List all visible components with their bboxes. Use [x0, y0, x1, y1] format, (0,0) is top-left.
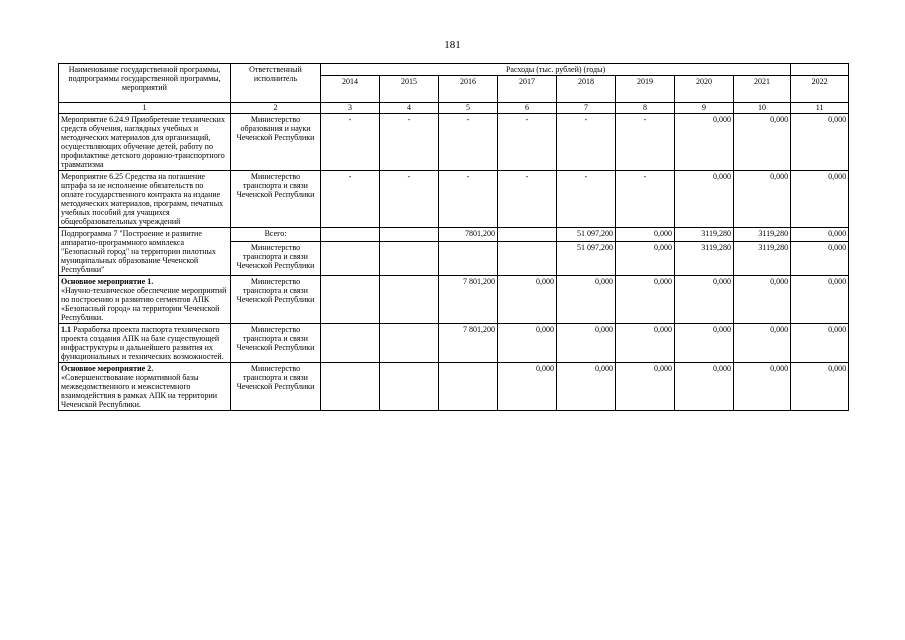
- row-executor-cell: Министерство транспорта и связи Чеченской Республики: [231, 324, 321, 363]
- budget-table: [58, 63, 849, 411]
- header-year: 2017: [498, 76, 557, 103]
- column-number: 4: [380, 103, 439, 114]
- header-year: 2019: [616, 76, 675, 103]
- value-cell: 7 801,200: [439, 276, 498, 324]
- value-cell: 0,000: [557, 363, 616, 411]
- header-year: 2018: [557, 76, 616, 103]
- value-cell: 0,000: [616, 324, 675, 363]
- row-name-cell: [59, 171, 231, 228]
- value-cell: 0,000: [791, 324, 849, 363]
- header-blank-cell: [791, 64, 849, 76]
- value-cell: 7801,200: [439, 228, 498, 242]
- row-name-text: Подпрограмма 7 "Построение и развитие аппаратно-программного комплекса "Безопасный город" на территории пилотных муниципальных образование Чеченской Республики": [61, 229, 216, 274]
- row-name-text: Мероприятие 6.25 Средства на погашение штрафа за не исполнение обязательств по оплате государственного контракта на издание методических материалов, программ, печатных учебных пособий для учащихся общеобразовательных учреждений: [61, 172, 224, 226]
- value-cell: [498, 241, 557, 275]
- column-number: 3: [321, 103, 380, 114]
- value-cell: [439, 241, 498, 275]
- row-name-cell: [59, 276, 231, 324]
- value-cell: -: [439, 114, 498, 171]
- value-cell: 3119,280: [734, 228, 791, 242]
- value-cell: 0,000: [791, 241, 849, 275]
- table-header: [59, 64, 849, 114]
- row-name-text: Мероприятие 6.24.9 Приобретение технических средств обучения, наглядных учебных и методических материалов для организаций, осуществляющих обучение детей, работу по профилактике детского дорожно-транспортного травматизма: [61, 115, 225, 169]
- column-number: 6: [498, 103, 557, 114]
- column-number: 1: [59, 103, 231, 114]
- value-cell: -: [380, 114, 439, 171]
- column-number: 8: [616, 103, 675, 114]
- value-cell: 0,000: [734, 276, 791, 324]
- value-cell: 0,000: [616, 241, 675, 275]
- value-cell: 0,000: [498, 276, 557, 324]
- value-cell: 0,000: [675, 276, 734, 324]
- header-year: 2016: [439, 76, 498, 103]
- header-row-top: [59, 64, 849, 76]
- header-year: 2021: [734, 76, 791, 103]
- row-name-text: «Совершенствование нормативной базы межведомственного и межсистемного взаимодействия в рамках АПК на территории Чеченской Республики.: [61, 373, 217, 409]
- value-cell: 0,000: [616, 363, 675, 411]
- header-year: 2015: [380, 76, 439, 103]
- row-name-text: Разработка проекта паспорта технического проекта создания АПК на базе существующей инфраструктуры и дальнейшего развития их функциональных и технических возможностей.: [61, 325, 224, 361]
- header-year: 2020: [675, 76, 734, 103]
- header-executor-column: Ответственный исполнитель: [231, 64, 321, 103]
- value-cell: 0,000: [557, 324, 616, 363]
- value-cell: 51 097,200: [557, 241, 616, 275]
- value-cell: 0,000: [616, 228, 675, 242]
- value-cell: 0,000: [675, 324, 734, 363]
- value-cell: -: [439, 171, 498, 228]
- column-number-row: [59, 103, 849, 114]
- value-cell: 0,000: [734, 114, 791, 171]
- value-cell: -: [498, 114, 557, 171]
- column-number: 7: [557, 103, 616, 114]
- value-cell: -: [557, 171, 616, 228]
- value-cell: [321, 363, 380, 411]
- row-name-bold: 1.1: [61, 325, 71, 334]
- row-name-text: «Научно-техническое обеспечение мероприятий по построению и развитию сегментов АПК «Безопасный город» на территории Чеченской Республики.: [61, 286, 227, 322]
- value-cell: 0,000: [557, 276, 616, 324]
- page-number: 181: [444, 39, 461, 51]
- value-cell: 0,000: [791, 114, 849, 171]
- value-cell: 0,000: [734, 363, 791, 411]
- table-row: [59, 363, 849, 411]
- row-name-bold: Основное мероприятие 2.: [61, 364, 154, 373]
- value-cell: 3119,280: [675, 241, 734, 275]
- column-number: 9: [675, 103, 734, 114]
- value-cell: 3119,280: [734, 241, 791, 275]
- value-cell: 51 097,200: [557, 228, 616, 242]
- column-number: 5: [439, 103, 498, 114]
- column-number: 2: [231, 103, 321, 114]
- column-number: 11: [791, 103, 849, 114]
- value-cell: 0,000: [616, 276, 675, 324]
- value-cell: [380, 363, 439, 411]
- value-cell: [439, 363, 498, 411]
- header-year: 2022: [791, 76, 849, 103]
- header-year: 2014: [321, 76, 380, 103]
- row-executor-cell: Министерство транспорта и связи Чеченской Республики: [231, 241, 321, 275]
- value-cell: [380, 241, 439, 275]
- value-cell: 0,000: [791, 171, 849, 228]
- row-name-cell: [59, 228, 231, 276]
- row-executor-cell: Министерство транспорта и связи Чеченской Республики: [231, 363, 321, 411]
- value-cell: -: [321, 114, 380, 171]
- value-cell: 0,000: [734, 324, 791, 363]
- table-row: [59, 276, 849, 324]
- value-cell: [380, 228, 439, 242]
- row-name-bold: Основное мероприятие 1.: [61, 277, 154, 286]
- value-cell: [380, 324, 439, 363]
- value-cell: 0,000: [734, 171, 791, 228]
- value-cell: 0,000: [498, 363, 557, 411]
- value-cell: [321, 324, 380, 363]
- table-row: [59, 324, 849, 363]
- value-cell: 0,000: [498, 324, 557, 363]
- value-cell: -: [616, 171, 675, 228]
- value-cell: 0,000: [791, 276, 849, 324]
- row-executor-cell: Министерство транспорта и связи Чеченской Республики: [231, 276, 321, 324]
- value-cell: 3119,280: [675, 228, 734, 242]
- value-cell: [498, 228, 557, 242]
- table-row: [59, 171, 849, 228]
- row-executor-total: Всего:: [231, 228, 321, 242]
- value-cell: [380, 276, 439, 324]
- value-cell: -: [557, 114, 616, 171]
- row-name-cell: [59, 324, 231, 363]
- header-name-column: Наименование государственной программы, подпрограммы государственной программы, мероприятий: [59, 64, 231, 103]
- row-name-cell: [59, 114, 231, 171]
- row-name-cell: [59, 363, 231, 411]
- value-cell: [321, 276, 380, 324]
- value-cell: 0,000: [791, 228, 849, 242]
- value-cell: -: [321, 171, 380, 228]
- value-cell: [321, 241, 380, 275]
- value-cell: [321, 228, 380, 242]
- value-cell: 0,000: [675, 114, 734, 171]
- value-cell: -: [498, 171, 557, 228]
- value-cell: -: [616, 114, 675, 171]
- value-cell: -: [380, 171, 439, 228]
- value-cell: 0,000: [675, 171, 734, 228]
- table-body: [59, 114, 849, 411]
- table-row: [59, 228, 849, 242]
- value-cell: 0,000: [675, 363, 734, 411]
- table-row: [59, 114, 849, 171]
- column-number: 10: [734, 103, 791, 114]
- row-executor-cell: Министерство образования и науки Чеченской Республики: [231, 114, 321, 171]
- value-cell: 0,000: [791, 363, 849, 411]
- row-executor-cell: Министерство транспорта и связи Чеченской Республики: [231, 171, 321, 228]
- header-expenses-group: Расходы (тыс. рублей) (годы): [321, 64, 791, 76]
- value-cell: 7 801,200: [439, 324, 498, 363]
